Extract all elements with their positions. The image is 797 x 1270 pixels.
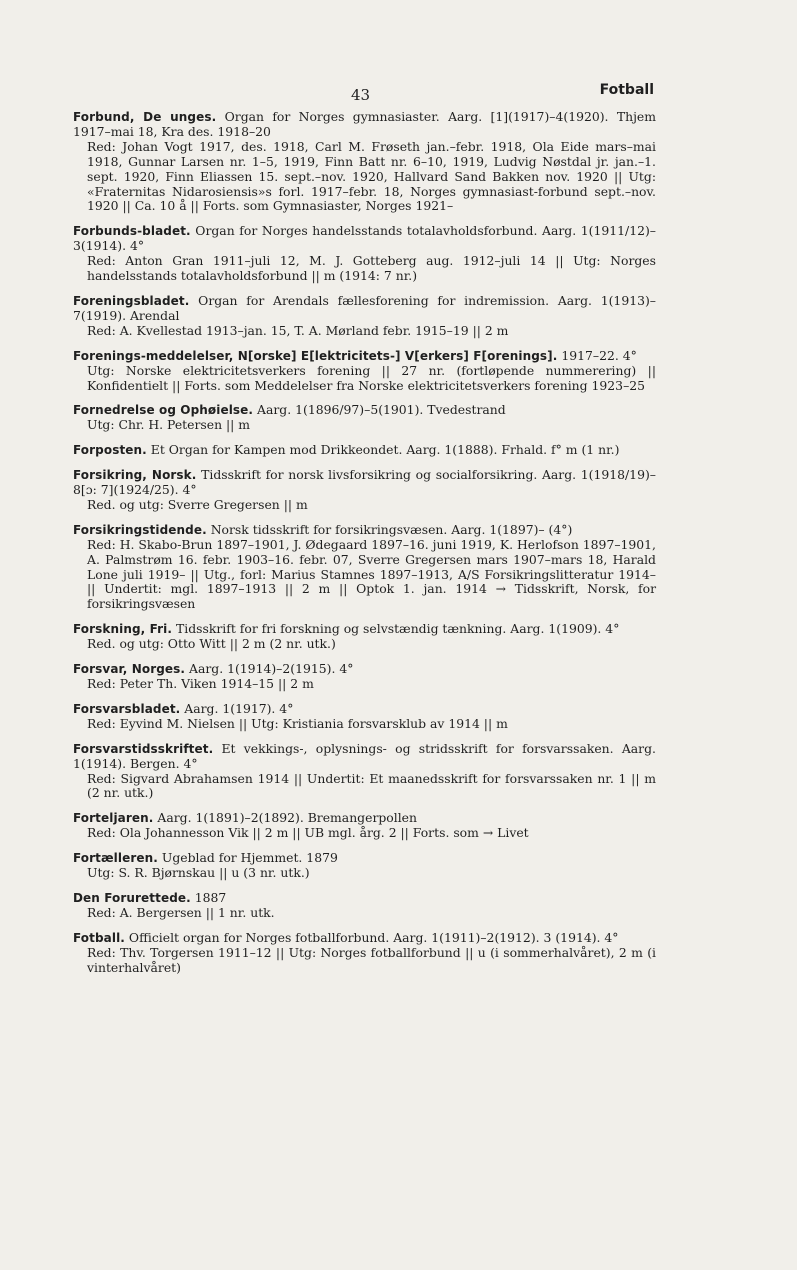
entry-details: Red: Peter Th. Viken 1914–15 || 2 m: [87, 676, 314, 691]
entry-foreningsbladet: [73, 294, 656, 339]
entry-details: Red: Eyvind M. Nielsen || Utg: Kristiania forsvarsklub av 1914 || m: [87, 715, 508, 731]
entry-description: Et vekkings-, oplysnings- og stridsskrift for forsvarssaken. Aarg. 1(1914). Bergen. 4°: [73, 740, 656, 771]
entry-forsikringstidende: [73, 523, 656, 612]
entry-den-forurettede: [73, 891, 656, 921]
entry-forteljaren: [73, 811, 656, 841]
entry-details: Red: H. Skabo-Brun 1897–1901, J. Ødegaard 1897–16. juni 1919, K. Herlofson 1897–1901, A. Palmstrøm 16. febr. 1903–16. febr. 07, Sverre Gregersen mars 1907–mars 18, Harald Lone juli 1919– || Utg., forl: Marius Stamnes 1897–1913, A/S Forsikringslitteratur 1914– || Undertit: mgl. 1897–1913 || 2 m || Optok 1. jan. 1914 → Tidsskrift, Norsk, for forsikringsvæsen: [87, 536, 656, 612]
entry-forbund-de-unges: [73, 110, 656, 214]
page-header: [0, 78, 797, 108]
entry-headword: Fotball.: [73, 930, 125, 945]
entry-details: Red. og utg: Otto Witt || 2 m (2 nr. utk.): [87, 636, 336, 652]
entry-forsvarstidsskriftet: [73, 742, 656, 802]
entry-fornedrelse-og-ophoielse: [73, 403, 656, 433]
entry-forsvarsbladet: [73, 702, 656, 732]
entry-description: Organ for Norges gymnasiaster. Aarg. [1](1917)–4(1920). Thjem 1917–mai 18, Kra des. 1918–20: [73, 109, 656, 139]
entry-headword: Forskning, Fri.: [73, 622, 173, 637]
entry-headword: Forsvarsbladet.: [73, 701, 181, 716]
entry-forskning-fri: [73, 622, 656, 652]
entry-fortaelleren: [73, 851, 656, 881]
entry-description: 1887: [194, 889, 227, 905]
entry-description: Aarg. 1(1891)–2(1892). Bremangerpollen: [157, 810, 417, 826]
entry-details: Red: A. Kvellestad 1913–jan. 15, T. A. Mørland febr. 1915–19 || 2 m: [87, 322, 509, 338]
entry-headword: Forteljaren.: [73, 811, 154, 826]
entry-description: Norsk tidsskrift for forsikringsvæsen. Aarg. 1(1897)– (4°): [210, 521, 573, 537]
entry-forsikring-norsk: [73, 468, 656, 513]
entry-fotball: [73, 931, 656, 976]
entry-headword: Forsvar, Norges.: [73, 662, 186, 677]
entry-headword: Fortælleren.: [73, 851, 158, 866]
entry-headword: Foreningsbladet.: [73, 293, 190, 308]
entry-headword: Forsvarstidsskriftet.: [73, 741, 214, 756]
entry-description: Ugeblad for Hjemmet. 1879: [161, 850, 338, 866]
entry-details: Red: Ola Johannesson Vik || 2 m || UB mgl. årg. 2 || Forts. som → Livet: [87, 825, 529, 841]
entry-details: Red: Sigvard Abrahamsen 1914 || Undertit: Et maanedsskrift for forsvarssaken nr. 1 || m (2 nr. utk.): [87, 770, 656, 801]
entry-headword: Forsikring, Norsk.: [73, 468, 197, 483]
entry-details: Utg: Chr. H. Petersen || m: [87, 417, 251, 433]
entry-forenings-meddelelser: [73, 349, 656, 394]
entry-list: [73, 110, 656, 986]
entry-details: Red: Anton Gran 1911–juli 12, M. J. Gotteberg aug. 1912–juli 14 || Utg: Norges handelsstands totalavholdsforbund || m (1914: 7 nr.): [87, 253, 656, 284]
entry-description: Officielt organ for Norges fotballforbund. Aarg. 1(1911)–2(1912). 3 (1914). 4°: [128, 929, 619, 945]
entry-description: Aarg. 1(1914)–2(1915). 4°: [189, 661, 354, 677]
entry-description: Organ for Arendals fællesforening for indremission. Aarg. 1(1913)–7(1919). Arendal: [73, 292, 656, 323]
entry-headword: Fornedrelse og Ophøielse.: [73, 403, 254, 418]
entry-description: Et Organ for Kampen mod Drikkeondet. Aarg. 1(1888). Frhald. f° m (1 nr.): [150, 442, 620, 458]
running-head: Fotball: [599, 82, 654, 98]
entry-description: Aarg. 1(1896/97)–5(1901). Tvedestrand: [257, 402, 506, 418]
entry-details: Red. og utg: Sverre Gregersen || m: [87, 496, 308, 512]
entry-description: Tidsskrift for norsk livsforsikring og socialforsikring. Aarg. 1(1918/19)–8[ɔ: 7](1924/25). 4°: [73, 467, 656, 498]
entry-headword: Forenings-meddelelser, N[orske] E[lektricitets-] V[erkers] F[orenings].: [73, 348, 558, 363]
entry-details: Utg: S. R. Bjørnskau || u (3 nr. utk.): [87, 865, 310, 881]
entry-headword: Forsikringstidende.: [73, 522, 207, 537]
entry-headword: Forbunds-bladet.: [73, 224, 191, 239]
entry-description: Organ for Norges handelsstands totalavholdsforbund. Aarg. 1(1911/12)–3(1914). 4°: [73, 223, 656, 254]
entry-details: Utg: Norske elektricitetsverkers forening || 27 nr. (fortløpende nummerering) || Konfidentielt || Forts. som Meddelelser fra Norske elektricitetsverkers forening 1923–25: [87, 362, 656, 393]
entry-forposten: [73, 443, 656, 458]
entry-headword: Forposten.: [73, 443, 147, 458]
entry-details: Red: Johan Vogt 1917, des. 1918, Carl M. Frøseth jan.–febr. 1918, Ola Eide mars–mai 1918, Gunnar Larsen nr. 1–5, 1919, Finn Batt nr. 6–10, 1919, Ludvig Nøstdal jr. jan.–1. sept. 1920, Finn Eliassen 15. sept.–nov. 1920, Hallvard Sand Bakken nov. 1920 || Utg: «Fraternitas Nidarosiensis»s forl. 1917–febr. 18, Norges gymnasiast-forbund sept.–nov. 1920 || Ca. 10 å || Forts. som Gymnasiaster, Norges 1921–: [87, 138, 656, 214]
entry-forsvar-norges: [73, 662, 656, 692]
entry-forbunds-bladet: [73, 224, 656, 284]
entry-description: Aarg. 1(1917). 4°: [184, 700, 294, 716]
entry-description: Tidsskrift for fri forskning og selvstændig tænkning. Aarg. 1(1909). 4°: [176, 621, 620, 637]
entry-details: Red: A. Bergersen || 1 nr. utk.: [87, 904, 275, 920]
entry-details: Red: Thv. Torgersen 1911–12 || Utg: Norges fotballforbund || u (i sommerhalvåret), 2 m (i vinterhalvåret): [87, 944, 656, 975]
entry-headword: Den Forurettede.: [73, 890, 191, 905]
page-number: 43: [351, 86, 371, 104]
entry-headword: Forbund, De unges.: [73, 110, 217, 124]
entry-description: 1917–22. 4°: [561, 347, 637, 363]
